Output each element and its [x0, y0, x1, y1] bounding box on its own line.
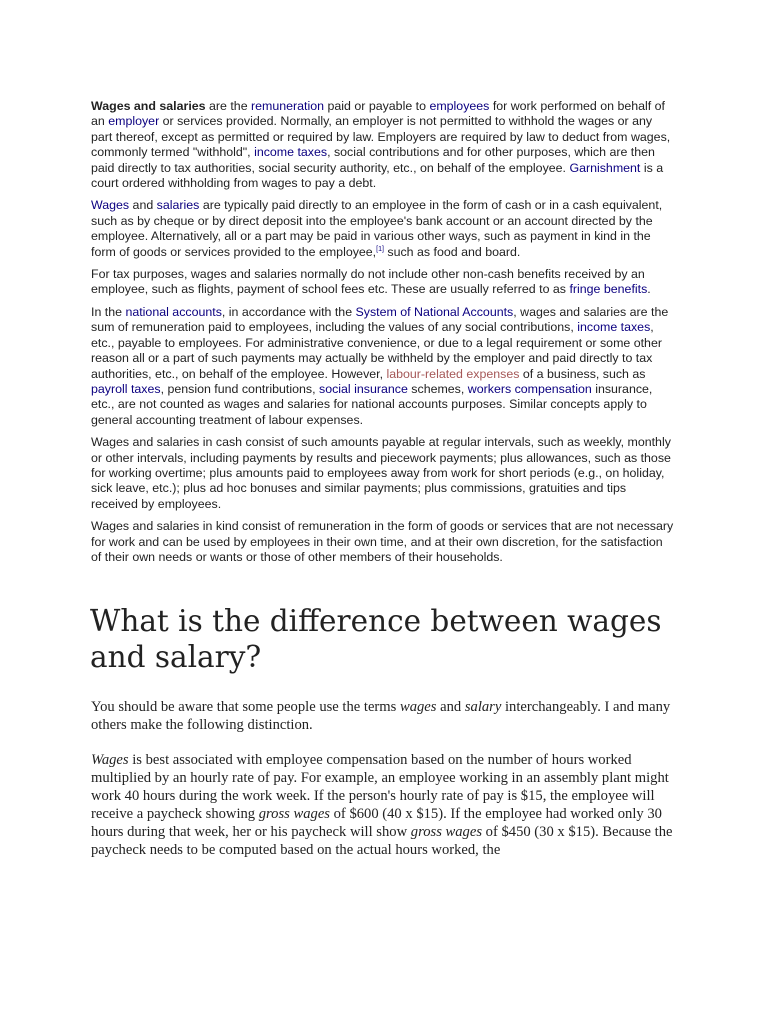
paragraph-tax-purposes: For tax purposes, wages and salaries normally do not include other non-cash benefits received by an employee, such as flights, payment of school fees etc. These are usually referred to as fringe benefits. [91, 267, 651, 297]
bold-term: Wages and salaries [91, 99, 206, 113]
footnote-link[interactable]: [1] [376, 245, 384, 253]
link-remuneration[interactable]: remuneration [251, 99, 325, 113]
link-social-insurance[interactable]: social insurance [319, 381, 408, 396]
link-garnishment[interactable]: Garnishment [569, 160, 641, 175]
link-income-taxes-2[interactable]: income taxes [577, 320, 651, 335]
link-system-of-national-accounts[interactable]: System of National Accounts [355, 304, 514, 319]
link-national-accounts[interactable]: national accounts [125, 304, 222, 319]
paragraph-wages-in-kind: Wages and salaries in kind consist of remuneration in the form of goods or services that are not necessary for work and can be used by employees in their own time, and at their own discretion, for the satisfaction of their own needs or wants or those of other members of their households. [91, 519, 674, 564]
essay-body [91, 698, 676, 859]
link-workers-compensation[interactable]: workers compensation [467, 381, 592, 396]
paragraph-distinction: You should be aware that some people use the terms wages and salary interchangeably. I and many others make the following distinction. [91, 699, 671, 734]
link-fringe-benefits[interactable]: fringe benefits [569, 282, 648, 297]
paragraph-national-accounts: In the national accounts, in accordance with the System of National Accounts, wages and salaries are the sum of remuneration paid to employees, including the values of any social contributions, income taxes, etc., payable to employees. For administrative convenience, or due to a legal requirement or some other reason all or a part of such payments may actually be withheld by the employer and paid directly to tax authorities, etc., on behalf of the employee. However, labour-related expenses of a business, such as payroll taxes, pension fund contributions, social insurance schemes, workers compensation insurance, etc., are not counted as wages and salaries for national accounts purposes. Similar concepts apply to general accounting treatment of labour expenses. [91, 304, 669, 427]
paragraph-wages-example: Wages is best associated with employee compensation based on the number of hours worked multiplied by an hourly rate of pay. For example, an employee working in an assembly plant might work 40 hours during the work week. If the person's hourly rate of pay is $15, the employee will receive a paycheck showing gross wages of $600 (40 x $15). If the employee had worked only 30 hours during that week, her or his paycheck will show gross wages of $450 (30 x $15). Because the paycheck needs to be computed based on the actual hours worked, the [91, 751, 673, 859]
link-employer[interactable]: employer [108, 114, 160, 129]
wiki-excerpt [91, 99, 676, 565]
document-page [91, 99, 676, 875]
link-wages[interactable]: Wages [91, 198, 130, 213]
link-labour-related-expenses[interactable]: labour-related expenses [386, 366, 520, 381]
section-heading: What is the difference between wages and salary? [90, 604, 662, 675]
paragraph-payment-methods: Wages and salaries are typically paid directly to an employee in the form of cash or in a cash equivalent, such as by cheque or by direct deposit into the employee's bank account or an account directed by the employee. Alternatively, all or a part may be paid in various other ways, such as payment in kind in the form of goods or services provided to the employee,[1] such as food and board. [91, 198, 663, 259]
paragraph-wages-in-cash: Wages and salaries in cash consist of such amounts payable at regular intervals, such as weekly, monthly or other intervals, including payments by results and piecework payments; plus allowances, such as those for working overtime; plus amounts paid to employees away from work for short periods (e.g., on holiday, sick leave, etc.); plus ad hoc bonuses and similar payments; plus commissions, gratuities and tips received by employees. [91, 435, 671, 511]
link-salaries[interactable]: salaries [156, 198, 200, 213]
paragraph-definition: Wages and salaries are the remuneration paid or payable to employees for work performed on behalf of an employer or services provided. Normally, an employer is not permitted to withhold the wages or any part thereof, except as permitted or required by law. Employers are required by law to deduct from wages, commonly termed "withhold", income taxes, social contributions and for other purposes, which are then paid directly to tax authorities, social security authority, etc., on behalf of the employee. Garnishment is a court ordered withholding from wages to pay a debt. [91, 99, 671, 191]
link-payroll-taxes[interactable]: payroll taxes [91, 381, 161, 396]
link-income-taxes[interactable]: income taxes [254, 145, 328, 160]
link-employees[interactable]: employees [429, 99, 490, 113]
